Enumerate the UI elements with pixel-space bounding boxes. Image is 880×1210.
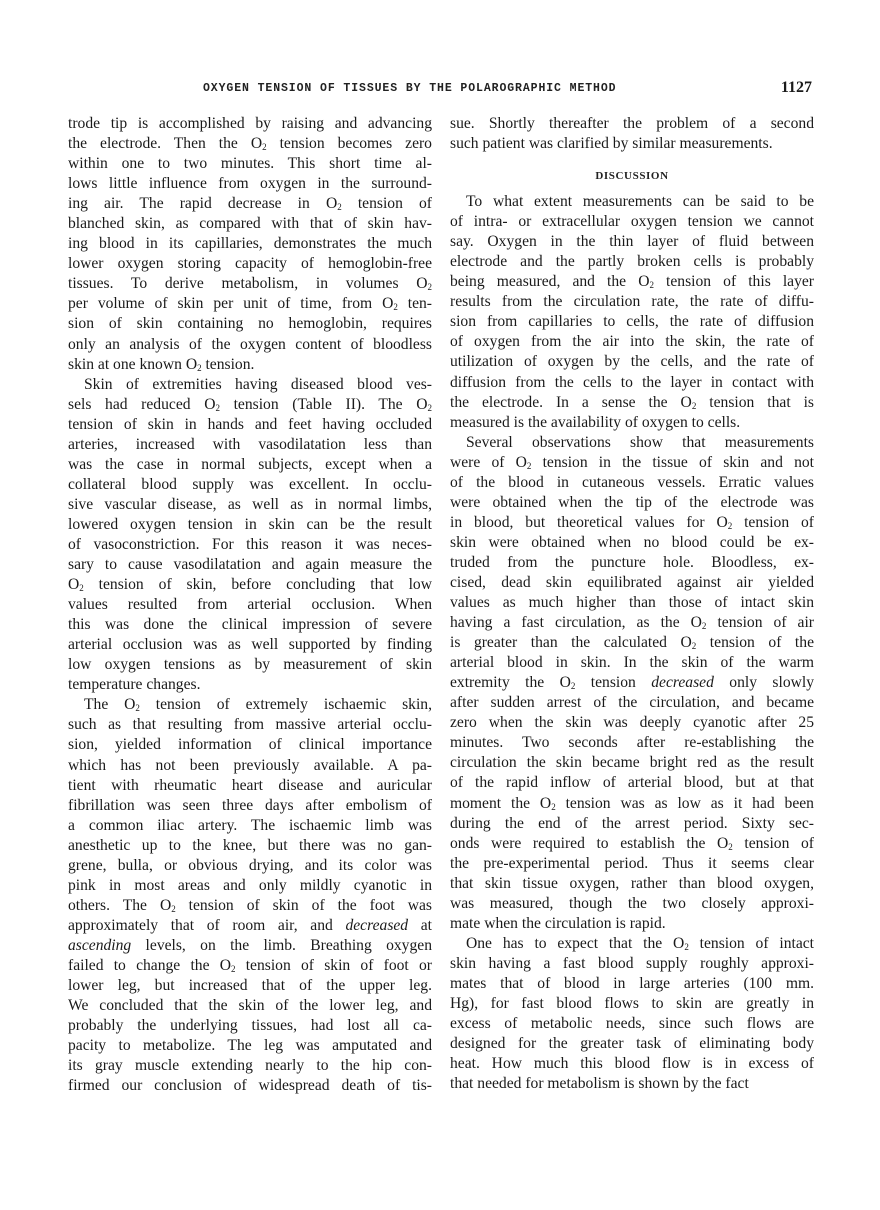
text-line: skin were obtained when no blood could be ex- xyxy=(450,533,814,551)
text-line: sion of skin containing no hemoglobin, requires xyxy=(68,315,432,333)
text-line: mates that of blood in large arteries (100 mm. xyxy=(450,974,814,992)
text-line: such patient was clarified by similar measurements. xyxy=(450,135,773,153)
text-line: pink in most areas and only mildly cyanotic in xyxy=(68,876,432,894)
text-line: sary to cause vasodilatation and again measure the xyxy=(68,556,432,574)
text-line: We concluded that the skin of the lower leg, and xyxy=(68,997,432,1015)
text-line: sue. Shortly thereafter the problem of a second xyxy=(450,115,814,132)
text-line: after sudden arrest of the circulation, and became xyxy=(450,694,814,712)
text-line: To what extent measurements can be said to be xyxy=(466,193,814,211)
text-line: tient with rheumatic heart disease and auricular xyxy=(68,776,432,794)
text-line: within one to two minutes. This short time al- xyxy=(68,155,432,173)
text-line: tension of skin in hands and feet having occluded xyxy=(68,415,432,433)
text-line: approximately that of room air, and decreased at xyxy=(68,916,433,934)
text-line: onds were required to establish the $O_2$ tension of xyxy=(450,834,814,852)
text-line: collateral blood supply was excellent. In occlu- xyxy=(68,475,432,493)
text-line: sion from capillaries to cells, the rate of diffusion xyxy=(450,313,814,331)
text-line: measured is the availability of oxygen to cells. xyxy=(450,413,741,431)
text-line: failed to change the $O_2$ tension of skin of foot or xyxy=(68,956,432,974)
text-line: Several observations show that measurements xyxy=(466,433,814,451)
text-line: a common iliac artery. The ischaemic limb was xyxy=(68,816,432,834)
text-line: that needed for metabolism is shown by the fact xyxy=(450,1075,749,1093)
text-line: were of $O_2$ tension in the tissue of skin and not xyxy=(450,453,814,471)
text-line: minutes. Two seconds after re-establishing the xyxy=(450,734,814,752)
text-line: firmed our conclusion of widespread death of tis- xyxy=(68,1077,432,1095)
text-line: its gray muscle extending nearly to the hip con- xyxy=(68,1057,432,1075)
text-line: values as much higher than those of intact skin xyxy=(450,594,814,612)
text-line: low oxygen tensions as by measurement of skin xyxy=(68,656,432,674)
text-line: truded from the puncture hole. Bloodless, ex- xyxy=(450,553,814,571)
text-line: ing blood in its capillaries, demonstrates the much xyxy=(68,235,432,253)
running-title: OXYGEN TENSION OF TISSUES BY THE POLAROGRAPHIC METHOD xyxy=(203,82,617,95)
left-column xyxy=(68,114,432,1096)
text-line: results from the circulation rate, the rate of diffu- xyxy=(450,293,814,311)
text-line: probably the underlying tissues, had lost all ca- xyxy=(68,1017,432,1035)
text-line: values resulted from arterial occlusion. When xyxy=(68,596,432,614)
text-line: of oxygen from the air into the skin, the rate of xyxy=(450,333,814,351)
text-line: of the rapid inflow of arterial blood, but at that xyxy=(450,774,814,792)
text-line: grene, bulla, or obvious drying, and its color was xyxy=(68,856,432,874)
text-line: lower leg, but increased that of the upper leg. xyxy=(68,977,432,995)
text-line: Skin of extremities having diseased blood ves- xyxy=(84,375,432,393)
text-line: such as that resulting from massive arterial occlu- xyxy=(68,716,432,734)
text-line: were obtained when the tip of the electrode was xyxy=(450,493,814,511)
text-line: lowered oxygen tension in skin can be the result xyxy=(68,515,432,533)
text-line: is greater than the calculated $O_2$ tension of the xyxy=(450,634,814,652)
text-line: arteries, increased with vasodilatation less than xyxy=(68,435,432,453)
text-line: lower oxygen storing capacity of hemoglobin-free xyxy=(68,255,432,273)
text-line: was measured, though the two closely approxi- xyxy=(450,894,814,912)
text-line: tissues. To derive metabolism, in volumes $O_2$ xyxy=(68,275,432,293)
text-line: skin having a fast blood supply roughly approxi- xyxy=(450,954,814,972)
text-line: of vasoconstriction. For this reason it was neces- xyxy=(68,535,432,553)
text-line: which has not been previously available. A pa- xyxy=(68,756,432,774)
text-line: that skin tissue oxygen, rather than blood oxygen, xyxy=(450,874,814,892)
text-line: temperature changes. xyxy=(68,676,201,694)
section-heading-discussion: DISCUSSION xyxy=(595,170,669,183)
text-line: the electrode. In a sense the $O_2$ tension that is xyxy=(450,393,814,411)
text-line: the electrode. Then the $O_2$ tension becomes zero xyxy=(68,135,432,153)
text-line: cised, dead skin equilibrated against air yielded xyxy=(450,573,814,591)
text-line: ascending levels, on the limb. Breathing oxygen xyxy=(68,936,432,954)
text-line: utilization of oxygen by the cells, and the rate of xyxy=(450,353,814,371)
text-line: of the blood in cutaneous vessels. Erratic values xyxy=(450,473,814,491)
text-line: arterial blood in skin. In the skin of the warm xyxy=(450,654,814,672)
text-line: heat. How much this blood flow is in excess of xyxy=(450,1055,814,1073)
text-line: designed for the greater task of eliminating body xyxy=(450,1035,814,1053)
text-line: sive vascular disease, as well as in normal limbs, xyxy=(68,495,432,513)
text-line: trode tip is accomplished by raising and advancing xyxy=(68,115,432,132)
text-line: per volume of skin per unit of time, from $O_2$ ten- xyxy=(68,295,432,313)
text-line: of intra- or extracellular oxygen tension we cannot xyxy=(450,213,814,231)
text-line: arterial occlusion was as well supported by finding xyxy=(68,636,432,654)
text-line: mate when the circulation is rapid. xyxy=(450,914,666,932)
text-line: the pre-experimental period. Thus it seems clear xyxy=(450,854,814,872)
text-line: was the case in normal subjects, except when a xyxy=(68,455,432,473)
text-line: The $O_2$ tension of extremely ischaemic skin, xyxy=(84,696,432,714)
text-line: being measured, and the $O_2$ tension of this layer xyxy=(450,273,815,291)
text-line: during the end of the arrest period. Sixty sec- xyxy=(450,814,814,832)
text-line: zero when the skin was deeply cyanotic after 25 xyxy=(450,714,814,732)
text-line: others. The $O_2$ tension of skin of the foot was xyxy=(68,896,432,914)
page-number: 1127 xyxy=(780,79,812,96)
running-header xyxy=(68,80,812,100)
text-line: lows little influence from oxygen in the surround- xyxy=(68,175,432,193)
text-line: Hg), for fast blood flows to skin are greatly in xyxy=(450,994,814,1012)
text-line: $O_2$ tension of skin, before concluding that low xyxy=(68,576,432,594)
right-column xyxy=(450,114,814,1094)
text-line: electrode and the partly broken cells is probably xyxy=(450,253,814,271)
text-line: moment the $O_2$ tension was as low as it had been xyxy=(450,794,814,812)
text-line: fibrillation was seen three days after embolism of xyxy=(68,796,432,814)
text-line: sion, yielded information of clinical importance xyxy=(68,736,432,754)
right-intro-paragraph xyxy=(450,114,814,154)
text-line: only an analysis of the oxygen content of bloodless xyxy=(68,335,432,353)
text-line: skin at one known $O_2$ tension. xyxy=(68,355,255,373)
text-line: this was done the clinical impression of severe xyxy=(68,616,432,634)
text-line: blanched skin, as compared with that of skin hav- xyxy=(68,215,432,233)
discussion-body xyxy=(450,192,814,1094)
text-line: having a fast circulation, as the $O_2$ tension of air xyxy=(450,614,814,632)
text-line: diffusion from the cells to the layer in contact with xyxy=(450,373,814,391)
text-line: anesthetic up to the knee, but there was no gan- xyxy=(68,836,432,854)
text-line: say. Oxygen in the thin layer of fluid between xyxy=(450,233,814,251)
text-line: excess of metabolic needs, since such flows are xyxy=(450,1015,814,1033)
text-line: sels had reduced $O_2$ tension (Table II). The $O_2$ xyxy=(68,395,433,413)
text-line: One has to expect that the $O_2$ tension of intact xyxy=(466,934,814,952)
text-line: pacity to metabolize. The leg was amputated and xyxy=(68,1037,432,1055)
text-line: in blood, but theoretical values for $O_2$ tension of xyxy=(450,513,814,531)
text-line: ing air. The rapid decrease in $O_2$ tension of xyxy=(68,195,432,213)
text-line: circulation the skin became bright red as the result xyxy=(450,754,814,772)
text-line: extremity the $O_2$ tension decreased only slowly xyxy=(450,674,815,692)
